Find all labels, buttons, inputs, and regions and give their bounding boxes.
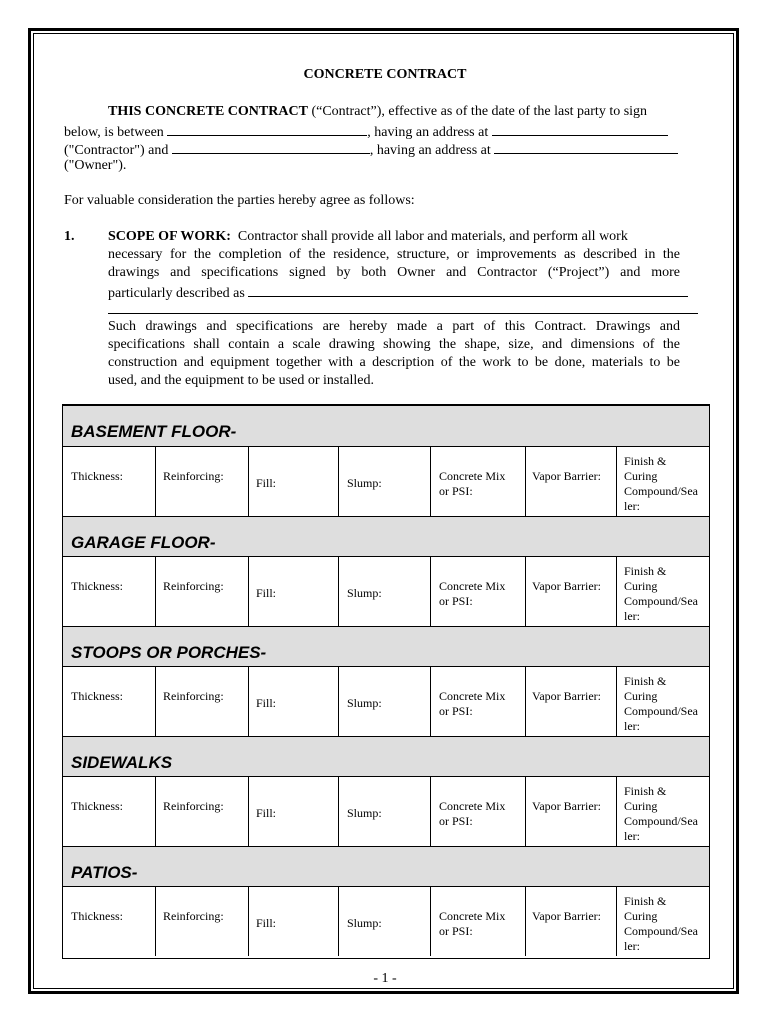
cell-divider bbox=[616, 447, 617, 516]
finish-curing-field-2[interactable]: Curing bbox=[624, 469, 658, 483]
thickness-field[interactable]: Thickness: bbox=[71, 799, 123, 813]
cell-divider bbox=[525, 557, 526, 626]
intro-lead-rest: (“Contract”), effective as of the date of the last party to sign bbox=[307, 104, 648, 119]
finish-curing-field-4[interactable]: ler: bbox=[624, 719, 640, 733]
finish-curing-field-3[interactable]: Compound/Sea bbox=[624, 594, 698, 608]
concrete-mix-field[interactable]: Concrete Mix bbox=[439, 799, 506, 813]
scope-line-2: necessary for the completion of the residence, structure, or improvements as described in the bbox=[108, 247, 680, 262]
spec-row bbox=[63, 666, 709, 736]
cell-divider bbox=[338, 887, 339, 956]
concrete-mix-field[interactable]: Concrete Mix bbox=[439, 469, 506, 483]
cell-divider bbox=[525, 447, 526, 516]
intro-line-3 bbox=[64, 139, 678, 160]
cell-divider bbox=[248, 447, 249, 516]
cell-divider bbox=[525, 777, 526, 846]
cell-divider bbox=[430, 887, 431, 956]
contractor-address-blank[interactable] bbox=[492, 121, 668, 136]
cell-divider bbox=[616, 667, 617, 736]
cell-divider bbox=[616, 777, 617, 846]
cell-divider bbox=[338, 447, 339, 516]
finish-curing-field-3[interactable]: Compound/Sea bbox=[624, 924, 698, 938]
concrete-mix-field-psi[interactable]: or PSI: bbox=[439, 594, 473, 608]
cell-divider bbox=[430, 777, 431, 846]
drawings-line-3: construction and equipment together with a description of the work to be done, materials to be bbox=[108, 355, 680, 370]
scope-line-4 bbox=[108, 282, 688, 303]
drawings-line-4: used, and the equipment to be used or installed. bbox=[108, 373, 374, 388]
section-title: BASEMENT FLOOR- bbox=[71, 422, 237, 441]
contractor-and-label: ("Contractor") and bbox=[64, 143, 169, 158]
thickness-field[interactable]: Thickness: bbox=[71, 469, 123, 483]
finish-curing-field-2[interactable]: Curing bbox=[624, 689, 658, 703]
finish-curing-field-3[interactable]: Compound/Sea bbox=[624, 704, 698, 718]
concrete-mix-field[interactable]: Concrete Mix bbox=[439, 909, 506, 923]
finish-curing-field-2[interactable]: Curing bbox=[624, 909, 658, 923]
cell-divider bbox=[616, 887, 617, 956]
section-title: SIDEWALKS bbox=[71, 753, 173, 772]
section-title: STOOPS OR PORCHES- bbox=[71, 643, 267, 662]
spec-row bbox=[63, 556, 709, 626]
spec-row bbox=[63, 776, 709, 846]
reinforcing-field[interactable]: Reinforcing: bbox=[163, 689, 224, 703]
section-title: GARAGE FLOOR- bbox=[71, 533, 216, 552]
fill-field[interactable]: Fill: bbox=[256, 476, 277, 490]
consideration-text: For valuable consideration the parties hereby agree as follows: bbox=[64, 193, 415, 208]
contractor-name-blank[interactable] bbox=[167, 121, 367, 136]
spec-row bbox=[63, 446, 709, 516]
cell-divider bbox=[430, 447, 431, 516]
reinforcing-field[interactable]: Reinforcing: bbox=[163, 579, 224, 593]
fill-field[interactable]: Fill: bbox=[256, 806, 277, 820]
slump-field[interactable]: Slump: bbox=[347, 476, 382, 490]
address-label: , having an address at bbox=[367, 125, 489, 140]
scope-line-1 bbox=[108, 228, 680, 246]
described-as-label: particularly described as bbox=[108, 286, 245, 301]
vapor-barrier-field[interactable]: Vapor Barrier: bbox=[532, 799, 601, 813]
vapor-barrier-field[interactable]: Vapor Barrier: bbox=[532, 689, 601, 703]
project-description-blank[interactable] bbox=[248, 282, 688, 297]
concrete-mix-field-psi[interactable]: or PSI: bbox=[439, 484, 473, 498]
section-header bbox=[63, 516, 709, 556]
section-title: PATIOS- bbox=[71, 863, 138, 882]
cell-divider bbox=[338, 557, 339, 626]
page-number: - 1 - bbox=[373, 971, 397, 986]
finish-curing-field-1[interactable]: Finish & bbox=[624, 894, 667, 908]
finish-curing-field-1[interactable]: Finish & bbox=[624, 564, 667, 578]
drawings-line-1: Such drawings and specifications are hereby made a part of this Contract. Drawings and bbox=[108, 319, 680, 334]
scope-line-3: drawings and specifications signed by both Owner and Contractor (“Project”) and more bbox=[108, 265, 680, 280]
cell-divider bbox=[155, 887, 156, 956]
finish-curing-field-1[interactable]: Finish & bbox=[624, 784, 667, 798]
cell-divider bbox=[430, 667, 431, 736]
slump-field[interactable]: Slump: bbox=[347, 806, 382, 820]
cell-divider bbox=[338, 667, 339, 736]
cell-divider bbox=[155, 557, 156, 626]
finish-curing-field-4[interactable]: ler: bbox=[624, 939, 640, 953]
thickness-field[interactable]: Thickness: bbox=[71, 579, 123, 593]
cell-divider bbox=[155, 667, 156, 736]
slump-field[interactable]: Slump: bbox=[347, 696, 382, 710]
scope-text-1: Contractor shall provide all labor and materials, and perform all work bbox=[237, 229, 628, 244]
finish-curing-field-4[interactable]: ler: bbox=[624, 609, 640, 623]
cell-divider bbox=[616, 557, 617, 626]
contract-name: THIS CONCRETE CONTRACT bbox=[108, 104, 308, 119]
finish-curing-field-4[interactable]: ler: bbox=[624, 829, 640, 843]
finish-curing-field-2[interactable]: Curing bbox=[624, 799, 658, 813]
slump-field[interactable]: Slump: bbox=[347, 916, 382, 930]
section-header bbox=[63, 846, 709, 886]
spec-row bbox=[63, 886, 709, 956]
cell-divider bbox=[248, 667, 249, 736]
thickness-field[interactable]: Thickness: bbox=[71, 909, 123, 923]
fill-field[interactable]: Fill: bbox=[256, 586, 277, 600]
fill-field[interactable]: Fill: bbox=[256, 696, 277, 710]
intro-line-1 bbox=[108, 103, 647, 121]
finish-curing-field-2[interactable]: Curing bbox=[624, 579, 658, 593]
concrete-mix-field[interactable]: Concrete Mix bbox=[439, 689, 506, 703]
project-description-blank-2[interactable] bbox=[108, 313, 698, 314]
cell-divider bbox=[525, 887, 526, 956]
cell-divider bbox=[155, 777, 156, 846]
finish-curing-field-1[interactable]: Finish & bbox=[624, 454, 667, 468]
owner-name-blank[interactable] bbox=[172, 139, 370, 154]
between-label: below, is between bbox=[64, 125, 164, 140]
cell-divider bbox=[430, 557, 431, 626]
concrete-mix-field-psi[interactable]: or PSI: bbox=[439, 814, 473, 828]
cell-divider bbox=[248, 887, 249, 956]
owner-label: ("Owner"). bbox=[64, 158, 127, 173]
section-header bbox=[63, 406, 709, 446]
section-header bbox=[63, 626, 709, 666]
finish-curing-field-3[interactable]: Compound/Sea bbox=[624, 814, 698, 828]
address-label: , having an address at bbox=[369, 143, 491, 158]
section-header bbox=[63, 736, 709, 776]
cell-divider bbox=[248, 777, 249, 846]
vapor-barrier-field[interactable]: Vapor Barrier: bbox=[532, 469, 601, 483]
vapor-barrier-field[interactable]: Vapor Barrier: bbox=[532, 579, 601, 593]
fill-field[interactable]: Fill: bbox=[256, 916, 277, 930]
document-title: CONCRETE CONTRACT bbox=[303, 67, 467, 82]
cell-divider bbox=[525, 667, 526, 736]
finish-curing-field-4[interactable]: ler: bbox=[624, 499, 640, 513]
finish-curing-field-3[interactable]: Compound/Sea bbox=[624, 484, 698, 498]
cell-divider bbox=[248, 557, 249, 626]
concrete-mix-field[interactable]: Concrete Mix bbox=[439, 579, 506, 593]
reinforcing-field[interactable]: Reinforcing: bbox=[163, 469, 224, 483]
section-number: 1. bbox=[64, 229, 75, 244]
slump-field[interactable]: Slump: bbox=[347, 586, 382, 600]
concrete-mix-field-psi[interactable]: or PSI: bbox=[439, 704, 473, 718]
reinforcing-field[interactable]: Reinforcing: bbox=[163, 799, 224, 813]
cell-divider bbox=[155, 447, 156, 516]
scope-heading: SCOPE OF WORK: bbox=[108, 229, 231, 244]
concrete-mix-field-psi[interactable]: or PSI: bbox=[439, 924, 473, 938]
cell-divider bbox=[338, 777, 339, 846]
vapor-barrier-field[interactable]: Vapor Barrier: bbox=[532, 909, 601, 923]
drawings-line-2: specifications shall contain a scale drawing showing the shape, size, and dimensions of the bbox=[108, 337, 680, 352]
reinforcing-field[interactable]: Reinforcing: bbox=[163, 909, 224, 923]
finish-curing-field-1[interactable]: Finish & bbox=[624, 674, 667, 688]
thickness-field[interactable]: Thickness: bbox=[71, 689, 123, 703]
owner-address-blank[interactable] bbox=[494, 139, 678, 154]
